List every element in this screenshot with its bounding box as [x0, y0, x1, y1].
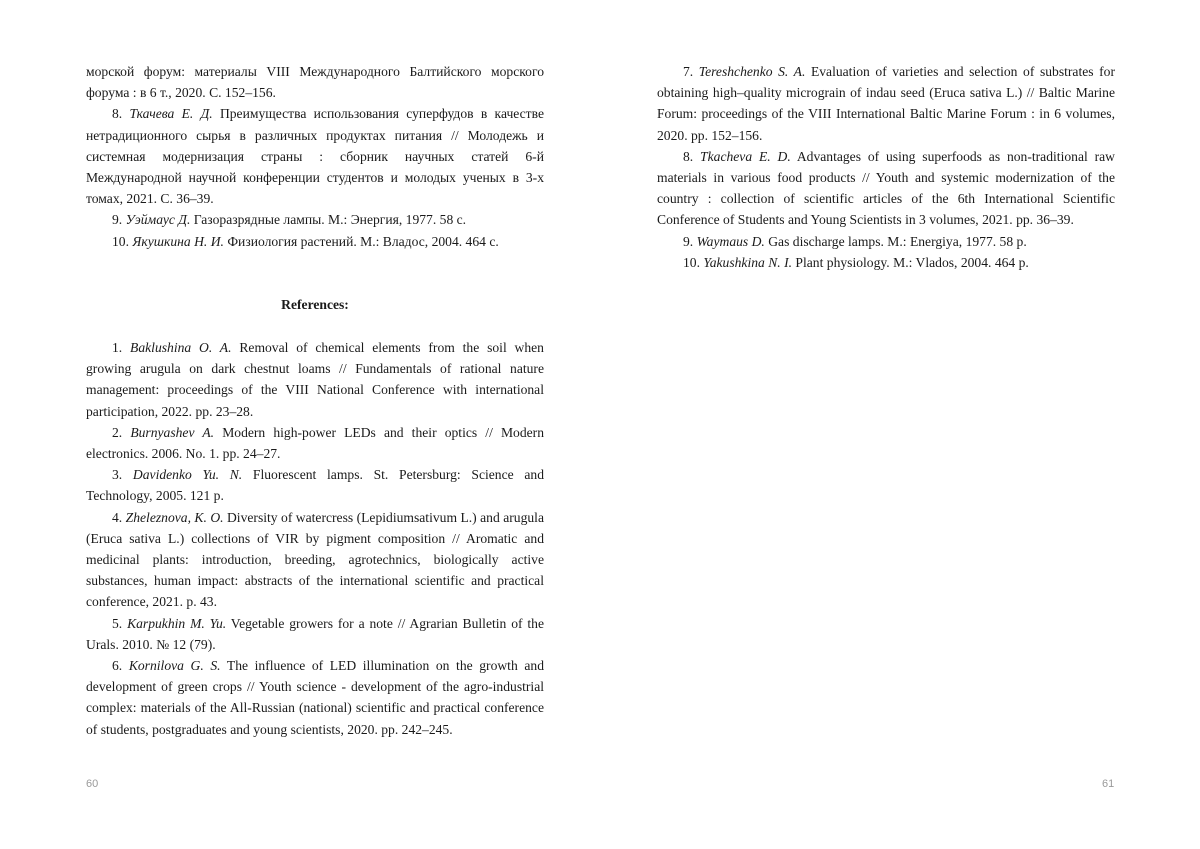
entry-number: 1. — [112, 340, 123, 355]
entry-text: Физиология растений. М.: Владос, 2004. 464 с. — [223, 233, 499, 249]
reference-entry — [86, 613, 544, 655]
reference-entry — [86, 507, 544, 613]
entry-number: 10. — [683, 254, 700, 270]
entry-author: Yakushkina N. I. — [703, 254, 793, 270]
entry-author: Baklushina O. A. — [130, 340, 232, 355]
entry-text: Evaluation of varieties and selection of substrates for obtaining high–quality micrograin of indau seed (Eruca sativa L.) // Baltic Marine Forum: proceedings of the VIII International Baltic Marine Forum : in 6 volumes, 2020. pp. 152–156. — [657, 64, 1115, 143]
entry-author: Zheleznova, K. O. — [125, 509, 224, 525]
entry-number: 4. — [112, 509, 123, 525]
reference-entry — [86, 655, 544, 740]
entry-text: Fluorescent lamps. St. Petersburg: Science and Technology, 2005. 121 p. — [86, 467, 545, 504]
bibliography-entry — [86, 231, 544, 252]
entry-text: Plant physiology. M.: Vlados, 2004. 464 p. — [792, 254, 1029, 270]
entry-text: Advantages of using superfoods as non-traditional raw materials in various food products // Youth and systemic modernization of the country : collection of scientific articles of the 6th International Scientific Conference of Students and Young Scientists in 3 volumes, 2021. pp. 36–39. — [657, 148, 1115, 228]
reference-entry — [86, 337, 544, 422]
entry-number: 8. — [683, 148, 694, 164]
entry-number: 10. — [112, 233, 129, 249]
right-page — [600, 0, 1200, 849]
entry-text: Modern high-power LEDs and their optics // Modern electronics. 2006. No. 1. pp. 24–27. — [86, 424, 544, 462]
entry-number: 6. — [112, 658, 123, 674]
entry-text: Gas discharge lamps. M.: Energiya, 1977. 58 p. — [764, 233, 1027, 249]
reference-entry — [86, 422, 544, 464]
reference-entry — [657, 146, 1115, 231]
continued-entry: морской форум: материалы VIII Международного Балтийского морского форума : в 6 т., 2020. С. 152–156. — [86, 64, 544, 101]
left-bibliography-top — [86, 61, 544, 252]
bibliography-entry — [86, 103, 544, 209]
entry-author: Tereshchenko S. A. — [698, 64, 806, 79]
entry-author: Tkacheva E. D. — [700, 148, 791, 164]
entry-number: 9. — [683, 233, 694, 249]
entry-author: Karpukhin M. Yu. — [127, 615, 227, 631]
page-number: 61 — [1102, 778, 1115, 790]
reference-entry — [86, 464, 544, 506]
entry-number: 3. — [112, 467, 123, 483]
entry-author: Ткачева Е. Д. — [129, 106, 213, 122]
bibliography-entry — [86, 209, 544, 230]
entry-text: The influence of LED illumination on the growth and development of green crops // Youth science - development of the agro-industrial complex: materials of the All-Russian (national) scientific and practical conference of students, postgraduates and young scientists, 2020. pp. 242–245. — [86, 658, 544, 737]
entry-text: Diversity of watercress (Lepidiumsativum L.) and arugula (Eruca sativa L.) collections of VIR by pigment composition // Aromatic and medicinal plants: introduction, breeding, agrotechnics, biologically active substances, human impact: abstracts of the international scientific and practical conference, 2021. p. 43. — [86, 509, 544, 610]
entry-text: Газоразрядные лампы. М.: Энергия, 1977. 58 с. — [190, 212, 467, 228]
entry-author: Уэймаус Д. — [125, 212, 191, 228]
entry-text: Vegetable growers for a note // Agrarian Bulletin of the Urals. 2010. № 12 (79). — [86, 615, 544, 652]
entry-number: 2. — [112, 424, 123, 440]
references-list — [86, 337, 544, 740]
reference-entry — [657, 231, 1115, 252]
entry-text: Removal of chemical elements from the soil when growing arugula on dark chestnut loams // Fundamentals of rational nature management: proceedings of the VIII National Conference with international participation, 2022. pp. 23–28. — [86, 340, 544, 419]
entry-author: Якушкина Н. И. — [132, 233, 224, 249]
entry-author: Davidenko Yu. N. — [132, 467, 243, 483]
entry-author: Kornilova G. S. — [128, 658, 221, 674]
entry-number: 5. — [112, 615, 123, 631]
entry-number: 9. — [112, 212, 123, 228]
page-number: 60 — [86, 778, 99, 790]
references-list-continued — [657, 61, 1115, 273]
entry-author: Burnyashev A. — [130, 424, 215, 440]
entry-number: 7. — [683, 64, 694, 79]
reference-entry — [657, 252, 1115, 273]
entry-author: Waymaus D. — [696, 233, 765, 249]
entry-text: Преимущества использования суперфудов в качестве нетрадиционного сырья в различных продуктах питания // Молодежь и системная модернизация страны : сборник научных статей 6-й Международной научной конференции студентов и молодых ученых в 3-х томах, 2021. С. 36–39. — [86, 106, 544, 207]
references-heading: References: — [281, 297, 349, 312]
reference-entry — [657, 61, 1115, 146]
entry-number: 8. — [112, 106, 123, 122]
